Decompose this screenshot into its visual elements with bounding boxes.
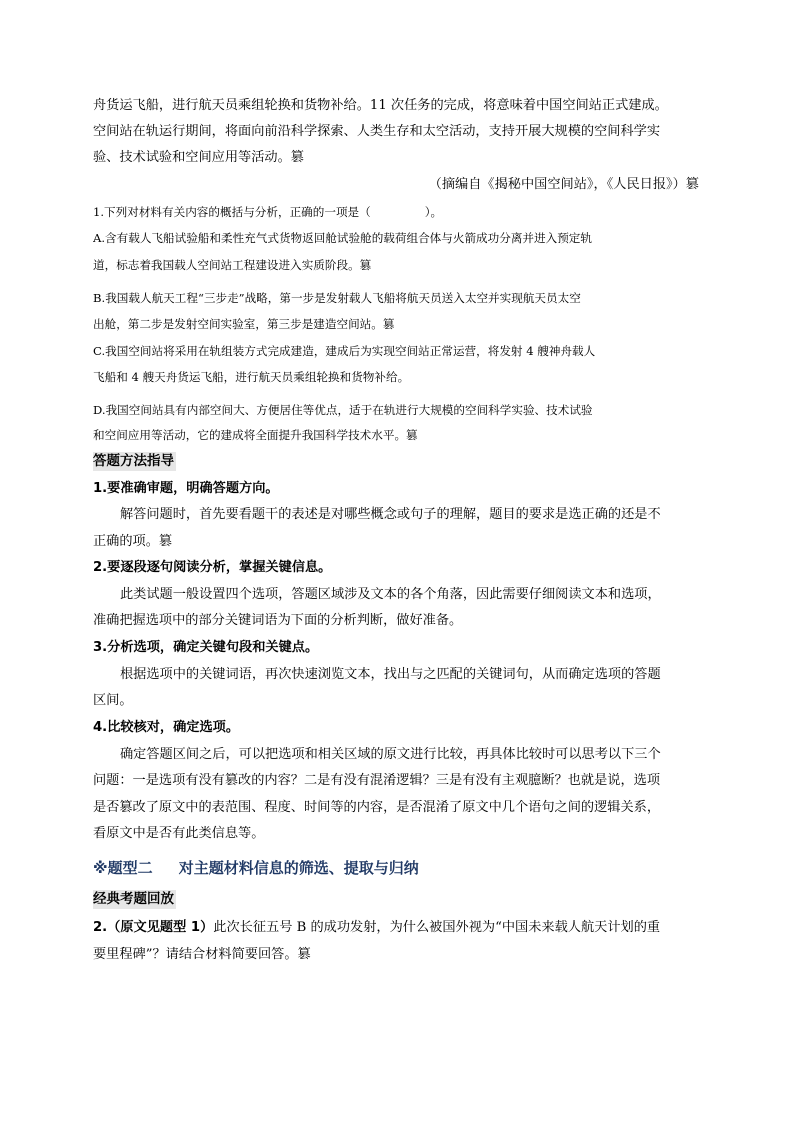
question-2-line-2: 要里程碑”？请结合材料简要回答。篡 (93, 947, 311, 962)
question-2-source-note: 2.（原文见题型 1） (93, 920, 214, 935)
guide-step-4-line-3: 是否篡改了原文中的表范围、程度、时间等的内容，是否混淆了原文中几个语句之间的逻辑关系， (93, 800, 661, 815)
question-2-text: 此次长征五号 B 的成功发射，为什么被国外视为“中国未来载人航天计划的重 (213, 920, 661, 935)
option-d-line-2: 和空间应用等活动，它的建成将全面提升我国科学技术水平。篡 (93, 428, 418, 442)
material-line-2: 空间站在轨运行期间，将面向前沿科学探索、人类生存和太空活动，支持开展大规模的空间科学实 (93, 124, 661, 139)
option-a-line-1: A.含有载人飞船试验船和柔性充气式货物返回舱试验舱的载荷组合体与火箭成功分离并进入预定轨 (93, 231, 592, 245)
guide-step-1-line-1: 解答问题时，首先要看题干的表述是对哪些概念或句子的理解，题目的要求是选正确的还是不 (120, 507, 661, 522)
guide-step-2-line-2: 准确把握选项中的部分关键词语为下面的分析判断，做好准备。 (93, 613, 463, 628)
material-line-1: 舟货运飞船，进行航天员乘组轮换和货物补给。11 次任务的完成，将意味着中国空间站正式建成。 (93, 98, 668, 113)
guide-step-3-line-2: 区间。 (93, 693, 133, 708)
option-a-line-2: 道，标志着我国载人空间站工程建设进入实质阶段。篡 (93, 258, 372, 272)
guide-step-4-line-1: 确定答题区间之后，可以把选项和相关区域的原文进行比较，再具体比较时可以思考以下三个 (120, 747, 661, 762)
option-c-line-2: 飞船和 4 艘天舟货运飞船，进行航天员乘组轮换和货物补给。 (93, 370, 410, 384)
question-1-stem-text: 1.下列对材料有关内容的概括与分析，正确的一项是（ (93, 205, 371, 219)
question-1-stem-end: ）。 (424, 205, 443, 219)
option-d-line-1: D.我国空间站具有内部空间大、方便居住等优点，适于在轨进行大规模的空间科学实验、技术试验 (93, 403, 593, 417)
option-b-line-2: 出舱，第二步是发射空间实验室，第三步是建造空间站。篡 (93, 317, 395, 331)
review-section-title: 经典考题回放 (93, 891, 174, 907)
option-c-line-1: C.我国空间站将采用在轨组装方式完成建造，建成后为实现空间站正常运营，将发射 4 艘神舟载人 (93, 344, 596, 358)
material-source: （摘编自《揭秘中国空间站》，《人民日报》）篡 (428, 177, 699, 192)
guide-section-title: 答题方法指导 (93, 453, 174, 469)
question-1-stem (93, 203, 699, 221)
guide-step-4-line-2: 问题：一是选项有没有篡改的内容？二是有没有混淆逻辑？三是有没有主观臆断？也就是说，选项 (93, 773, 661, 788)
guide-step-2-title: 2.要逐段逐句阅读分析，掌握关键信息。 (93, 560, 332, 575)
question-2-line-1 (93, 919, 699, 937)
type-2-heading: ※题型二 对主题材料信息的筛选、提取与归纳 (93, 859, 419, 877)
option-b-line-1: B.我国载人航天工程“三步走”战略，第一步是发射载人飞船将航天员送入太空并实现航天员太空 (93, 291, 581, 305)
guide-step-2-line-1: 此类试题一般设置四个选项，答题区域涉及文本的各个角落，因此需要仔细阅读文本和选项， (120, 587, 661, 602)
guide-step-4-title: 4.比较核对，确定选项。 (93, 720, 240, 735)
guide-step-3-line-1: 根据选项中的关键词语，再次快速浏览文本，找出与之匹配的关键词句，从而确定选项的答题 (120, 667, 661, 682)
guide-step-4-line-4: 看原文中是否有此类信息等。 (93, 826, 265, 841)
guide-step-3-title: 3.分析选项，确定关键句段和关键点。 (93, 640, 319, 655)
material-line-3: 验、技术试验和空间应用等活动。篡 (93, 150, 304, 165)
guide-step-1-title: 1.要准确审题，明确答题方向。 (93, 481, 279, 496)
guide-step-1-line-2: 正确的项。篡 (93, 534, 173, 549)
